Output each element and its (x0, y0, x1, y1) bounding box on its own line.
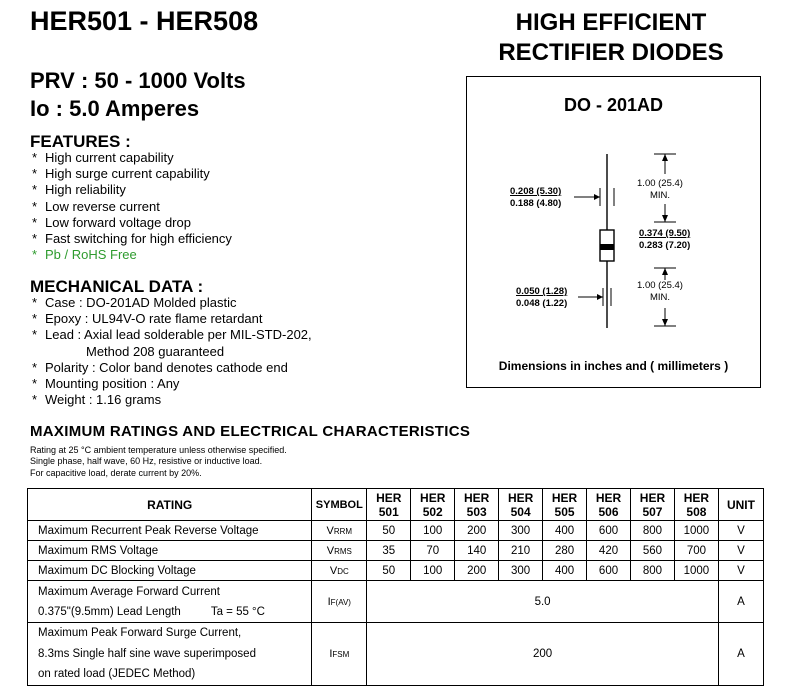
symbol-sub: FSM (332, 649, 350, 659)
col-rating: RATING (28, 489, 312, 521)
mech-text: Weight : 1.16 grams (45, 392, 162, 408)
list-item: * Pb / RoHS Free (32, 247, 137, 263)
cell-value: 210 (499, 541, 543, 561)
row-label: Maximum Recurrent Peak Reverse Voltage (28, 521, 312, 541)
top-lead-length: 1.00 (25.4) (637, 178, 683, 189)
symbol-sub: RRM (333, 526, 353, 536)
col-part-number: 508 (686, 504, 707, 519)
mech-text: Polarity : Color band denotes cathode end (45, 359, 288, 375)
symbol-main: I (329, 647, 333, 660)
cell-value: 50 (367, 561, 411, 581)
avg-label-2-wrap (38, 602, 307, 622)
row-label (28, 623, 312, 686)
cell-value: 140 (455, 541, 499, 561)
product-type-line-1: HIGH EFFICIENT (515, 9, 707, 36)
list-item: * Case : DO-201AD Molded plastic (32, 295, 237, 310)
table-row (28, 623, 764, 686)
list-item: * Lead : Axial lead solderable per MIL-STD-202, Method 208 guaranteed (32, 327, 312, 359)
cell-value: 100 (411, 521, 455, 541)
cell-value: 300 (499, 561, 543, 581)
col-part-number: 506 (598, 504, 619, 519)
package-diagram (466, 76, 761, 388)
cell-unit: V (718, 541, 763, 561)
col-part-number: 507 (642, 504, 663, 519)
arrow-head (662, 154, 668, 161)
feature-text: Low reverse current (45, 198, 160, 214)
table-row (28, 581, 764, 623)
col-part-prefix: HER (376, 490, 402, 505)
col-part (587, 489, 631, 521)
surge-label-1: Maximum Peak Forward Surge Current, (38, 627, 242, 639)
col-part (543, 489, 587, 521)
col-part (367, 489, 411, 521)
avg-label-cond: Ta = 55 °C (210, 605, 265, 618)
col-part-number: 504 (510, 504, 531, 519)
cell-value: 700 (674, 541, 718, 561)
ratings-note-2: Single phase, half wave, 60 Hz, resistive or inductive load. (30, 456, 263, 466)
row-symbol (312, 581, 367, 623)
col-part (455, 489, 499, 521)
ratings-note-3: For capacitive load, derate current by 20%. (30, 468, 202, 478)
mech-text: Mounting position : Any (45, 376, 180, 392)
cell-value: 280 (543, 541, 587, 561)
symbol-sub: F(AV) (330, 597, 351, 607)
cell-value: 600 (587, 521, 631, 541)
list-item: * Epoxy : UL94V-O rate flame retardant (32, 311, 263, 327)
table-row (28, 541, 764, 561)
body-dia-max: 0.208 (5.30) (510, 186, 562, 197)
arrow-head (597, 294, 603, 300)
bottom-lead-length-label (635, 280, 685, 304)
cell-value: 560 (631, 541, 675, 561)
col-part-prefix: HER (551, 490, 578, 505)
mech-text: Case : DO-201AD Molded plastic (45, 295, 237, 310)
lead-dia-label (516, 286, 567, 310)
cell-value: 200 (455, 561, 499, 581)
top-lead-min: MIN. (649, 190, 671, 201)
lead-dia-min: 0.048 (1.22) (516, 298, 568, 309)
feature-text: High reliability (45, 182, 126, 198)
features-list (32, 150, 232, 263)
col-part (411, 489, 455, 521)
row-symbol (312, 561, 367, 581)
col-unit: UNIT (718, 489, 763, 521)
col-part-number: 503 (466, 504, 487, 519)
arrow-head (662, 215, 668, 222)
surge-label-2: 8.3ms Single half sine wave superimposed (38, 647, 256, 660)
symbol-sub: DC (337, 566, 349, 576)
col-part (674, 489, 718, 521)
cell-value: 420 (587, 541, 631, 561)
features-heading: FEATURES : (30, 132, 131, 151)
product-type-line-2: RECTIFIER DIODES (498, 39, 724, 66)
row-label: Maximum RMS Voltage (28, 541, 312, 561)
cell-value: 600 (587, 561, 631, 581)
col-part-prefix: HER (683, 490, 710, 505)
list-item: * Mounting position : Any (32, 376, 180, 392)
col-part-number: 501 (378, 504, 399, 519)
part-range-title: HER501 - HER508 (30, 6, 259, 36)
list-item: * High current capability (32, 150, 174, 165)
cathode-band (600, 244, 614, 250)
list-item: * High reliability (32, 182, 126, 198)
table-row (28, 561, 764, 581)
body-length-max: 0.374 (9.50) (639, 228, 691, 239)
dimensions-caption: Dimensions in inches and ( millimeters ) (498, 359, 729, 373)
surge-label-3: on rated load (JEDEC Method) (38, 668, 196, 680)
row-label (28, 581, 312, 623)
table-header-row (28, 489, 764, 521)
cell-value: 400 (543, 561, 587, 581)
symbol-main: I (327, 595, 331, 608)
top-lead-length-label (635, 178, 685, 202)
bottom-lead-length: 1.00 (25.4) (637, 280, 683, 291)
list-item: * Low reverse current (32, 198, 160, 214)
row-symbol (312, 541, 367, 561)
ratings-heading: MAXIMUM RATINGS AND ELECTRICAL CHARACTERISTICS (30, 423, 471, 440)
prv-spec: PRV : 50 - 1000 Volts (30, 68, 246, 93)
cell-unit: V (718, 561, 763, 581)
col-part-prefix: HER (595, 490, 622, 505)
cell-value: 200 (455, 521, 499, 541)
lead-dia-max: 0.050 (1.28) (516, 286, 568, 297)
bottom-lead-min: MIN. (649, 292, 671, 303)
row-label: Maximum DC Blocking Voltage (28, 561, 312, 581)
symbol-main: V (326, 544, 335, 557)
cell-value: 35 (367, 541, 411, 561)
mech-text-cont: Method 208 guaranteed (86, 343, 225, 359)
col-part (631, 489, 675, 521)
cell-value: 400 (543, 521, 587, 541)
cell-value: 300 (499, 521, 543, 541)
cell-value: 5.0 (367, 581, 719, 623)
cell-value: 1000 (674, 521, 718, 541)
table-row (28, 521, 764, 541)
mech-text: Lead : Axial lead solderable per MIL-STD-202, (45, 327, 312, 343)
mech-text: Epoxy : UL94V-O rate flame retardant (45, 311, 263, 327)
list-item: * High surge current capability (32, 166, 210, 182)
list-item: * Low forward voltage drop (32, 214, 191, 230)
col-part-number: 505 (554, 504, 575, 519)
col-part-prefix: HER (463, 490, 490, 505)
col-part (499, 489, 543, 521)
body-length-label (639, 228, 690, 252)
body-dia-label (510, 186, 561, 210)
row-symbol (312, 623, 367, 686)
io-spec: Io : 5.0 Amperes (30, 96, 200, 121)
symbol-main: V (326, 524, 334, 537)
cell-value: 800 (631, 521, 675, 541)
cell-value: 800 (631, 561, 675, 581)
feature-text: High surge current capability (45, 166, 210, 182)
symbol-main: V (329, 564, 338, 577)
feature-text: Fast switching for high efficiency (45, 231, 232, 247)
symbol-sub: RMS (334, 546, 352, 556)
product-type-title (470, 8, 752, 68)
cell-value: 50 (367, 521, 411, 541)
cell-value: 200 (367, 623, 719, 686)
body-dia-min: 0.188 (4.80) (510, 198, 562, 209)
col-part-prefix: HER (639, 490, 666, 505)
body-length-min: 0.283 (7.20) (639, 240, 691, 251)
cell-unit: V (718, 521, 763, 541)
avg-label-2: 0.375"(9.5mm) Lead Length (38, 605, 181, 618)
arrow-head (594, 194, 600, 200)
avg-label-1: Maximum Average Forward Current (38, 585, 220, 598)
col-part-number: 502 (422, 504, 443, 519)
list-item: * Weight : 1.16 grams (32, 392, 162, 408)
row-symbol (312, 521, 367, 541)
mechanical-list (32, 295, 312, 408)
list-item: * Polarity : Color band denotes cathode end (32, 359, 288, 375)
arrow-head (662, 268, 668, 275)
cell-unit: A (718, 581, 763, 623)
cell-unit: A (718, 623, 763, 686)
ratings-table (27, 488, 764, 686)
list-item: * Fast switching for high efficiency (32, 231, 232, 247)
col-part-prefix: HER (420, 490, 446, 505)
ratings-note-1: Rating at 25 °C ambient temperature unless otherwise specified. (30, 445, 287, 455)
mechanical-heading: MECHANICAL DATA : (30, 277, 204, 296)
feature-text-rohs: Pb / RoHS Free (45, 247, 137, 263)
arrow-head (662, 319, 668, 326)
cell-value: 1000 (674, 561, 718, 581)
col-part-prefix: HER (507, 490, 534, 505)
feature-text: High current capability (45, 150, 174, 165)
col-symbol: SYMBOL (312, 489, 367, 521)
cell-value: 70 (411, 541, 455, 561)
feature-text: Low forward voltage drop (45, 214, 191, 230)
package-name: DO - 201AD (563, 95, 664, 115)
cell-value: 100 (411, 561, 455, 581)
